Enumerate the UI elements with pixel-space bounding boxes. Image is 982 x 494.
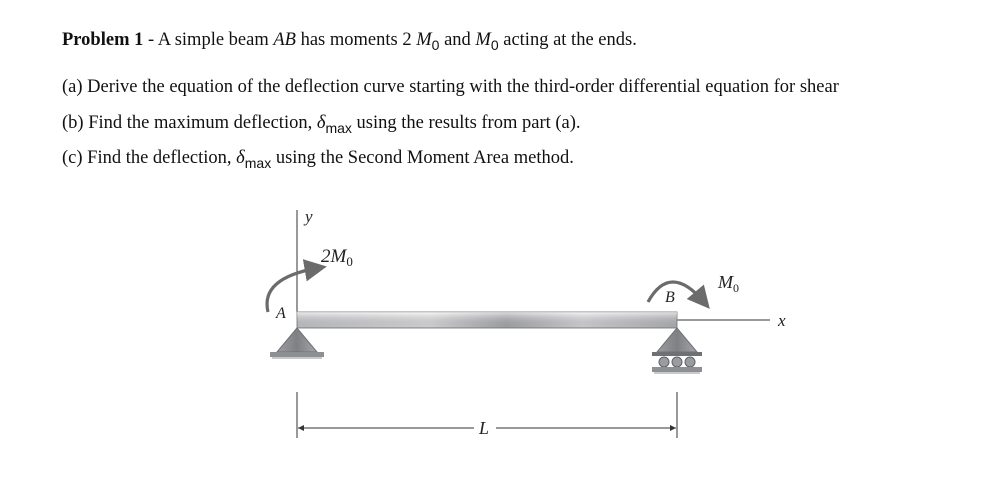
- ground-b: [652, 367, 702, 372]
- roller-1: [659, 357, 669, 367]
- part-b-pre: (b) Find the maximum deflection,: [62, 113, 317, 133]
- ground-a: [270, 352, 324, 357]
- y-axis-label: y: [305, 207, 313, 226]
- x-axis-label: x: [778, 311, 786, 330]
- intro-and: and: [439, 30, 476, 50]
- problem-heading: Problem 1: [62, 30, 144, 50]
- roller-support-b: [657, 328, 697, 352]
- part-c-pre: (c) Find the deflection,: [62, 148, 237, 168]
- length-label: L: [479, 418, 490, 438]
- roller-2: [672, 357, 682, 367]
- roller-3: [685, 357, 695, 367]
- part-b-delta: δ: [316, 113, 326, 133]
- roller-plate-b: [652, 352, 702, 356]
- support-a-label: A: [276, 305, 286, 322]
- part-c-sub: max: [244, 155, 272, 171]
- intro-pre: - A simple beam: [143, 30, 274, 50]
- moment-arrow-left: [267, 268, 318, 312]
- moment-sub-2: 0: [490, 37, 499, 53]
- intro-post: acting at the ends.: [498, 30, 637, 50]
- beam-shading: [297, 312, 677, 328]
- support-b-label: B: [665, 289, 675, 306]
- part-c-delta: δ: [236, 148, 245, 168]
- moment-sub-1: 0: [431, 37, 440, 53]
- part-b-sub: max: [325, 120, 352, 136]
- moment-left-label: $2M_0$: [321, 246, 353, 269]
- moment-arrow-right: [648, 282, 704, 302]
- pin-support-a: [277, 328, 317, 352]
- intro-mid: has moments 2: [295, 30, 417, 50]
- beam-name: AB: [273, 30, 296, 50]
- part-b-post: using the results from part (a).: [351, 113, 581, 133]
- moment-symbol-1: M: [416, 30, 432, 50]
- moment-symbol-2: M: [475, 30, 491, 50]
- part-a-text: (a) Derive the equation of the deflection curve starting with the third-order differential equation for shear: [62, 77, 839, 97]
- part-c-post: using the Second Moment Area method.: [271, 148, 574, 168]
- moment-right-label: $M_0$: [718, 272, 739, 295]
